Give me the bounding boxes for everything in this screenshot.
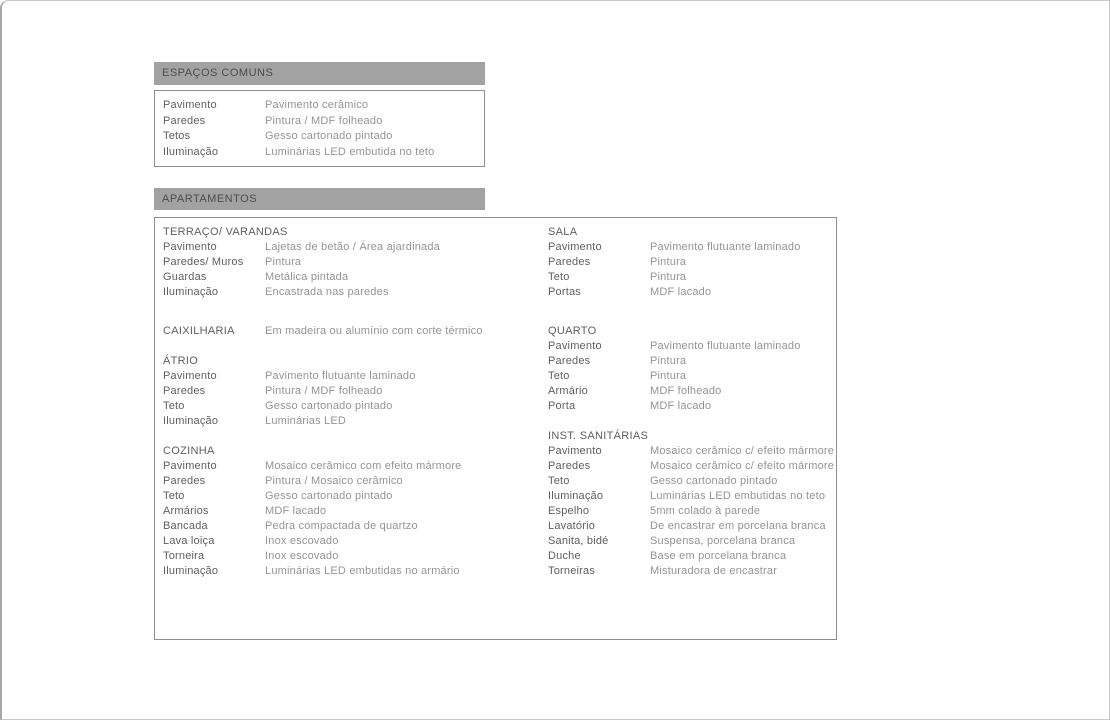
spec-label: Iluminação bbox=[163, 565, 219, 577]
spec-value: Lajetas de betão / Área ajardinada bbox=[265, 241, 440, 253]
spec-value: Pintura bbox=[650, 370, 687, 382]
spec-row bbox=[163, 519, 543, 534]
spec-label: Paredes bbox=[163, 385, 206, 397]
spec-label: Paredes bbox=[163, 475, 206, 487]
spec-row bbox=[163, 255, 543, 270]
spec-label: Pavimento bbox=[163, 460, 217, 472]
apartments-box bbox=[154, 217, 837, 640]
spec-row bbox=[163, 369, 543, 384]
group-title: INST. SANITÁRIAS bbox=[548, 430, 649, 442]
spec-row bbox=[548, 240, 833, 255]
apartments-column-left bbox=[163, 225, 543, 579]
spec-row bbox=[548, 549, 833, 564]
spec-label: Paredes bbox=[548, 460, 591, 472]
spec-label: Porta bbox=[548, 400, 576, 412]
spec-row bbox=[163, 399, 543, 414]
spec-label: Tetos bbox=[163, 130, 191, 143]
spec-row bbox=[163, 549, 543, 564]
spec-row bbox=[548, 369, 833, 384]
spec-row bbox=[163, 98, 484, 114]
spec-label: Duche bbox=[548, 550, 581, 562]
spec-row bbox=[548, 384, 833, 399]
spec-row bbox=[548, 504, 833, 519]
spec-value: MDF lacado bbox=[650, 400, 712, 412]
spec-label: Portas bbox=[548, 286, 581, 298]
spec-row bbox=[163, 145, 484, 161]
spec-value: Inox escovado bbox=[265, 535, 339, 547]
spec-label: Teto bbox=[163, 490, 185, 502]
common-spaces-box bbox=[154, 90, 485, 167]
spec-row bbox=[548, 534, 833, 549]
spec-label: Guardas bbox=[163, 271, 207, 283]
spec-row bbox=[548, 489, 833, 504]
spec-row bbox=[163, 384, 543, 399]
spec-row bbox=[548, 474, 833, 489]
spec-label: Paredes bbox=[163, 114, 206, 127]
group-sala bbox=[548, 225, 833, 300]
spec-value: Pintura bbox=[265, 256, 302, 268]
spec-value: Gesso cartonado pintado bbox=[265, 400, 393, 412]
group-title: TERRAÇO/ VARANDAS bbox=[163, 226, 288, 238]
spec-label: Teto bbox=[548, 475, 570, 487]
section-title-common-spaces: ESPAÇOS COMUNS bbox=[162, 67, 274, 79]
spec-value: Inox escovado bbox=[265, 550, 339, 562]
spec-value: Pintura bbox=[650, 256, 687, 268]
spec-value: Luminárias LED embutida no teto bbox=[265, 146, 435, 159]
section-title-apartments: APARTAMENTOS bbox=[162, 193, 258, 205]
spec-value: MDF lacado bbox=[650, 286, 712, 298]
spec-value: MDF lacado bbox=[265, 505, 327, 517]
spec-value: Pintura bbox=[650, 355, 687, 367]
spec-label: Teto bbox=[548, 271, 570, 283]
spec-row bbox=[548, 255, 833, 270]
spec-label: Pavimento bbox=[163, 370, 217, 382]
spec-row bbox=[163, 459, 543, 474]
spec-label: Armário bbox=[548, 385, 588, 397]
spec-value: Gesso cartonado pintado bbox=[265, 490, 393, 502]
spec-label: Pavimento bbox=[548, 340, 602, 352]
group-caixilharia bbox=[163, 324, 543, 339]
spec-row bbox=[163, 489, 543, 504]
group-atrio bbox=[163, 354, 543, 429]
spec-label: Iluminação bbox=[548, 490, 604, 502]
group-title: SALA bbox=[548, 226, 578, 238]
spec-row bbox=[548, 564, 833, 579]
spec-value: Pintura / MDF folheado bbox=[265, 114, 383, 127]
spec-label: Torneiras bbox=[548, 565, 596, 577]
spec-value: Mosaico cerâmico com efeito mármore bbox=[265, 460, 462, 472]
spec-label: Teto bbox=[163, 400, 185, 412]
spec-row bbox=[163, 534, 543, 549]
spec-label: Lava loiça bbox=[163, 535, 215, 547]
spec-row bbox=[163, 270, 543, 285]
spec-row bbox=[548, 399, 833, 414]
spec-value: Pavimento flutuante laminado bbox=[265, 370, 416, 382]
spec-row bbox=[163, 504, 543, 519]
spec-label: Paredes bbox=[548, 355, 591, 367]
spec-value: Misturadora de encastrar bbox=[650, 565, 778, 577]
spec-row bbox=[548, 285, 833, 300]
spec-row bbox=[163, 129, 484, 145]
spec-value: Metálica pintada bbox=[265, 271, 349, 283]
spec-label: Pavimento bbox=[163, 241, 217, 253]
spec-row bbox=[548, 459, 833, 474]
spec-label: Sanita, bidé bbox=[548, 535, 609, 547]
spec-row bbox=[548, 339, 833, 354]
spec-value: Encastrada nas paredes bbox=[265, 286, 389, 298]
spec-value: Mosaico cerâmico c/ efeito mármore bbox=[650, 445, 835, 457]
spec-row bbox=[163, 564, 543, 579]
spec-row bbox=[548, 270, 833, 285]
spec-value: 5mm colado à parede bbox=[650, 505, 761, 517]
group-title: COZINHA bbox=[163, 445, 215, 457]
group-quarto bbox=[548, 324, 833, 414]
spec-value: Gesso cartonado pintado bbox=[650, 475, 778, 487]
spec-value: Pintura bbox=[650, 271, 687, 283]
section-bar-common-spaces bbox=[154, 62, 485, 85]
spec-label: Espelho bbox=[548, 505, 590, 517]
spec-label: Pavimento bbox=[548, 445, 602, 457]
spec-value: Pintura / Mosaico cerâmico bbox=[265, 475, 403, 487]
apartments-column-right bbox=[548, 225, 833, 579]
spec-row bbox=[548, 444, 833, 459]
spec-value: Em madeira ou alumínio com corte térmico bbox=[265, 325, 483, 337]
group-title: QUARTO bbox=[548, 325, 597, 337]
spec-value: Luminárias LED embutidas no teto bbox=[650, 490, 826, 502]
spec-value: Mosaico cerâmico c/ efeito mármore bbox=[650, 460, 835, 472]
spec-label: Armários bbox=[163, 505, 209, 517]
spec-label: Bancada bbox=[163, 520, 208, 532]
spec-value: Suspensa, porcelana branca bbox=[650, 535, 796, 547]
spec-value: De encastrar em porcelana branca bbox=[650, 520, 826, 532]
spec-label: Paredes bbox=[548, 256, 591, 268]
spec-value: Base em porcelana branca bbox=[650, 550, 787, 562]
spec-value: Pavimento cerâmico bbox=[265, 99, 369, 111]
spec-value: Gesso cartonado pintado bbox=[265, 130, 393, 143]
spec-value: Pedra compactada de quartzo bbox=[265, 520, 418, 532]
spec-label: Pavimento bbox=[163, 99, 217, 111]
spec-row bbox=[163, 285, 543, 300]
spec-row bbox=[548, 354, 833, 369]
spec-label: Iluminação bbox=[163, 286, 219, 298]
spec-row bbox=[163, 324, 543, 339]
spec-row bbox=[163, 240, 543, 255]
group-title: ÁTRIO bbox=[163, 355, 199, 367]
spec-label: Iluminação bbox=[163, 415, 219, 427]
spec-row bbox=[548, 519, 833, 534]
group-inst-sanitarias bbox=[548, 429, 833, 579]
spec-value: Pavimento flutuante laminado bbox=[650, 241, 801, 253]
spec-value: MDF folheado bbox=[650, 385, 722, 397]
group-title: CAIXILHARIA bbox=[163, 325, 235, 337]
spec-value: Luminárias LED embutidas no armário bbox=[265, 565, 460, 577]
spec-value: Luminárias LED bbox=[265, 415, 347, 427]
spec-value: Pavimento flutuante laminado bbox=[650, 340, 801, 352]
spec-label: Pavimento bbox=[548, 241, 602, 253]
spec-row bbox=[163, 414, 543, 429]
group-terraco-varandas bbox=[163, 225, 543, 300]
spec-row bbox=[163, 114, 484, 130]
spec-label: Iluminação bbox=[163, 146, 219, 159]
spec-label: Teto bbox=[548, 370, 570, 382]
spec-label: Paredes/ Muros bbox=[163, 256, 244, 268]
group-cozinha bbox=[163, 444, 543, 579]
spec-label: Lavatório bbox=[548, 520, 596, 532]
spec-value: Pintura / MDF folheado bbox=[265, 385, 383, 397]
common-spaces-rows bbox=[155, 91, 484, 161]
spec-label: Torneira bbox=[163, 550, 205, 562]
spec-row bbox=[163, 474, 543, 489]
section-bar-apartments bbox=[154, 188, 485, 210]
